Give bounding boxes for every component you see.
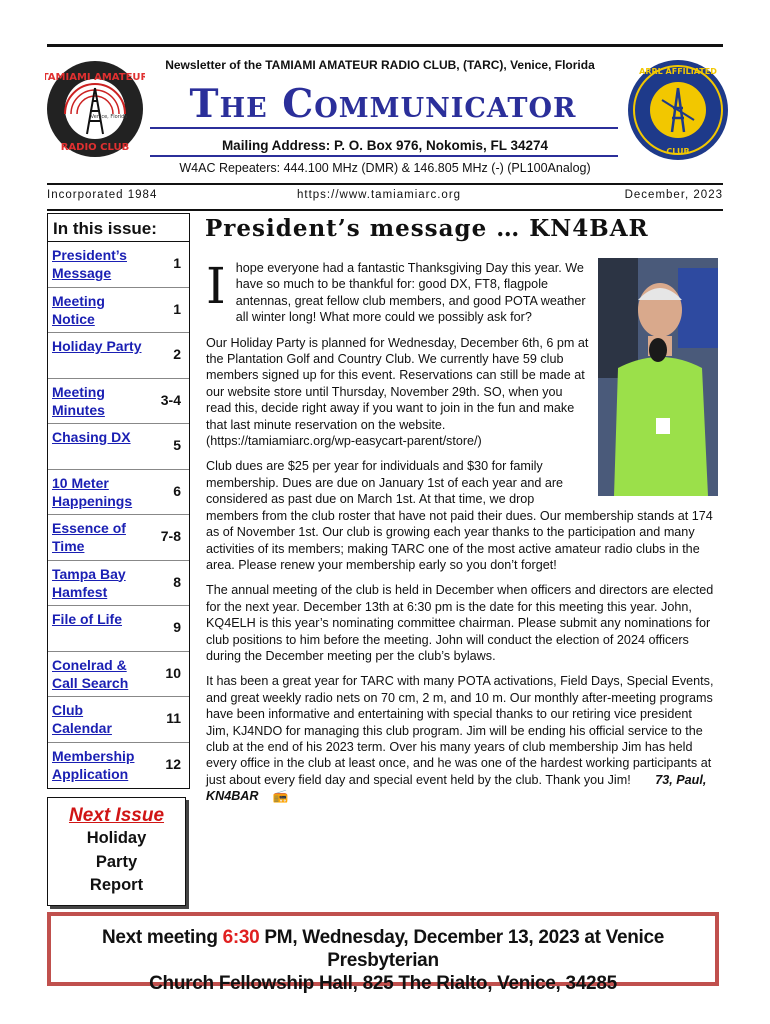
toc-link[interactable]: Holiday Party <box>52 338 142 354</box>
table-of-contents <box>47 213 190 789</box>
toc-link[interactable]: President’s Message <box>52 247 127 281</box>
toc-item[interactable] <box>48 470 189 516</box>
toc-page: 5 <box>173 437 181 453</box>
toc-item[interactable] <box>48 606 189 652</box>
toc-page: 1 <box>173 300 181 317</box>
toc-item[interactable] <box>48 697 189 743</box>
next-issue-line: Party <box>95 852 138 871</box>
next-issue-title: Next Issue <box>68 805 165 826</box>
toc-link[interactable]: Tampa Bay Hamfest <box>52 565 126 600</box>
website-link[interactable]: https://www.tamiamiarc.org <box>297 189 462 201</box>
toc-page: 1 <box>173 255 181 271</box>
next-issue-box <box>47 797 186 906</box>
newsletter-line: Newsletter of the TAMIAMI AMATEUR RADIO CLUB, (TARC), Venice, Florida <box>165 58 595 72</box>
toc-item[interactable] <box>48 333 189 379</box>
paragraph: Club dues are $25 per year for individuals and $30 for family membership. Dues are due on January 1st of each year and are considered as past due on March 1st. At that time, we drop members from the club roster that have not paid their dues. Our membership stands at 174 as of November 1st. Our club is growing each year thanks to the participation and many activities of its members; making TARC one of the most active amateur radio clubs in the area. Please renew your membership early so you don’t forget! <box>206 459 713 572</box>
next-issue-line: Holiday <box>86 829 147 847</box>
svg-text:Venice, Florida: Venice, Florida <box>90 114 128 120</box>
tarc-logo <box>45 56 145 162</box>
toc-link[interactable]: 10 Meter Happenings <box>52 474 133 509</box>
toc-item[interactable] <box>48 743 189 789</box>
banner-line: Church Fellowship Hall, 825 The Rialto, Venice, 34285 <box>149 973 617 994</box>
toc-page: 12 <box>165 755 181 772</box>
banner-line: Next meeting 6:30 PM, Wednesday, December 13, 2023 at Venice Presbyterian <box>101 927 665 971</box>
newsletter-title: The Communicator <box>189 81 577 127</box>
title-rule <box>150 127 618 129</box>
next-issue-line: Report <box>89 876 144 894</box>
toc-item[interactable] <box>48 652 189 698</box>
drop-cap: I <box>206 257 226 315</box>
svg-text:ARRL AFFILIATED: ARRL AFFILIATED <box>639 67 717 76</box>
toc-link[interactable]: Meeting Notice <box>52 292 105 327</box>
toc-page: 9 <box>173 619 181 635</box>
toc-link[interactable]: Meeting Minutes <box>52 383 105 418</box>
toc-page: 8 <box>173 573 181 590</box>
toc-item[interactable] <box>48 379 189 425</box>
incorporated-text: Incorporated 1984 <box>47 189 158 201</box>
toc-page: 10 <box>165 664 181 681</box>
meeting-banner <box>47 912 719 994</box>
toc-item[interactable] <box>48 561 189 607</box>
paragraph: Our Holiday Party is planned for Wednesday, December 6th, 6 pm at the Plantation Golf and Country Club. We currently have 59 club members signed up for this event. Reservations can still be made at our website store until Thursday, November 29th. SO, when you read this, decide right away if you want to join in the fun and make that last minute reservation on the website. (https://tamiamiarc.org/wp-easycart-parent/store/) <box>206 335 589 449</box>
top-rule <box>47 44 723 47</box>
toc-link[interactable]: Conelrad & Call Search <box>52 656 129 691</box>
toc-page: 3-4 <box>160 391 181 408</box>
paragraph: It has been a great year for TARC with many POTA activations, Field Days, Special Events, and great weekly radio nets on 70 cm, 2 m, and 10 m. Our monthly after-meeting programs have been informative and entertaining with special thanks to our retiring vice president Jim, KJ4NDO for managing this club program. Jim will be ending his official service to the club at the end of his 2023 term. Over his many years of club membership Jim has held every office in the club at least once, and he was one of the hardest working participants at just about every field day and special event held by the club. Thank you Jim! 73, Paul, KN4BAR 📻 <box>206 674 714 804</box>
signature: 73, Paul, KN4BAR <box>206 772 707 804</box>
toc-page: 7-8 <box>160 528 181 544</box>
toc-page: 11 <box>166 710 181 726</box>
arrl-affiliated-logo <box>626 58 730 162</box>
article-body <box>206 257 717 814</box>
title-rule <box>150 155 618 157</box>
toc-link[interactable]: File of Life <box>52 611 122 627</box>
toc-item[interactable] <box>48 515 189 561</box>
issue-date: December, 2023 <box>624 189 723 201</box>
toc-link[interactable]: Club Calendar <box>52 702 112 736</box>
toc-item[interactable] <box>48 424 189 470</box>
president-photo <box>598 258 718 496</box>
article-title: President’s message … KN4BAR <box>205 215 649 242</box>
toc-link[interactable]: Membership Application <box>52 747 135 782</box>
svg-text:CLUB: CLUB <box>666 147 690 156</box>
paragraph: The annual meeting of the club is held in December when officers and directors are elected for the next year. December 13th at 6:30 pm is the date for this meeting this year. John, KQ4ELH is this year’s nominating committee chairman. Please submit any nominations for club positions to him before the meeting. John will conduct the election of 2024 officers during the December meeting per the club’s bylaws. <box>206 583 714 663</box>
toc-heading: In this issue: <box>48 214 189 242</box>
toc-item[interactable] <box>48 242 189 288</box>
svg-text:TAMIAMI AMATEUR: TAMIAMI AMATEUR <box>45 72 145 83</box>
meeting-time: 6:30 <box>222 927 260 948</box>
info-bar <box>47 183 723 211</box>
svg-text:RADIO CLUB: RADIO CLUB <box>60 142 130 153</box>
toc-page: 2 <box>173 346 181 362</box>
toc-page: 6 <box>173 482 181 499</box>
toc-link[interactable]: Essence of Time <box>52 520 126 554</box>
toc-item[interactable] <box>48 288 189 334</box>
mailing-address: Mailing Address: P. O. Box 976, Nokomis, FL 34274 <box>221 138 549 153</box>
paragraph: Ihope everyone had a fantastic Thanksgiving Day this year. We have so much to be thankful for: good DX, FT8, flagpole antennas, great fellow club members, and good POTA weather all winter long! What more could we possibly ask for? <box>206 257 586 325</box>
radio-icon: 📻 <box>272 789 289 804</box>
toc-link[interactable]: Chasing DX <box>52 429 131 445</box>
repeater-info: W4AC Repeaters: 444.100 MHz (DMR) & 146.805 MHz (-) (PL100Analog) <box>179 161 591 175</box>
